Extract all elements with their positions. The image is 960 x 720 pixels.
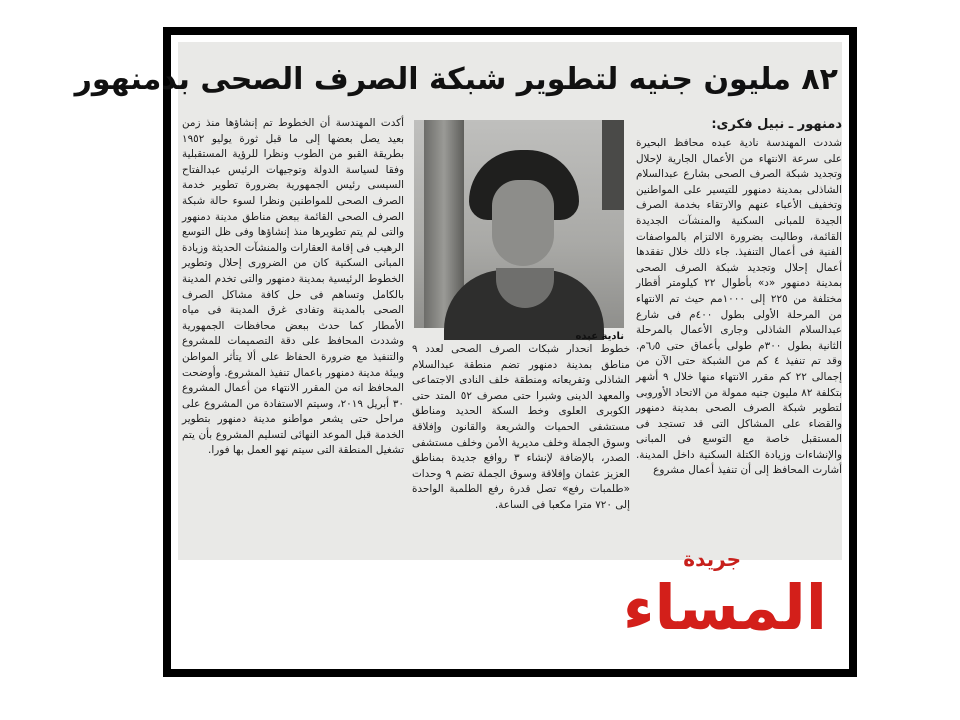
clipping-frame <box>74 27 857 677</box>
logo-small-text: جريدة <box>683 547 741 571</box>
article-byline: دمنهور ـ نبيل فكرى: <box>711 117 842 132</box>
article-text-left: أكدت المهندسة أن الخطوط تم إنشاؤها منذ زمن بعيد يصل بعضها إلى ما قبل ثورة يوليو ١٩٥٢ بطريقة القبو من الطوب ونظرا للرؤية المستقبلية وفقا لسياسة الدولة وتوجيهات الرئيس عبدالفتاح السيسى رئيس الجمهورية بضرورة تطوير خدمة الصرف الصحى للمواطنين ونظرا لسوء حالة شبكة الصرف الصحى القائمة ببعض مناطق مدينة دمنهور والتى لم يتم تطويرها منذ إنشاؤها وفى ظل التوسع الرهيب فى إقامة العقارات والمنشآت الحديثة وزيادة المبانى السكنية كان من الضرورى إحلال وتطوير الخطوط الرئيسية بمدينة دمنهور والتى تخدم المدينة بالكامل وتساهم فى حل كافة مشاكل الصرف الصحى بالمدينة وتفادى غرق المدينة فى مياه الأمطار كما حدث ببعض محافظات الجمهورية وشددت المحافظ على دقة التصميمات للمشروع والتنفيذ مع ضرورة الحفاظ على ألا يتأثر المواطن وبيئة مدينة دمنهور باعمال تنفيذ المشروع. وأوضحت المحافظ انه من المقرر الانتهاء من أعمال المشروع ٣٠ أبريل ٢٠١٩، وسيتم الاستفادة من المشروع على مراحل حتى يشعر مواطنو مدينة دمنهور بتطوير الخدمة قبل الموعد النهائى لتسليم المشروع بأن يتم تشغيل المنطقة التى سيتم نهو العمل بها فورا. <box>182 117 404 457</box>
article-headline: ٨٢ مليون جنيه لتطوير شبكة الصرف الصحى بدمنهور <box>74 62 838 97</box>
newspaper-clipping <box>74 42 843 560</box>
article-column-right <box>636 116 842 560</box>
article-column-left <box>182 116 404 560</box>
article-text-middle: خطوط انحدار شبكات الصرف الصحى لعدد ٩ مناطق بمدينة دمنهور تضم منطقة عبدالسلام الشاذلى وتفريعاته ومنطقة خلف النادى الاجتماعى والمعهد الدينى وشبرا حتى مصرف ٥٢ المتد حتى الكوبرى العلوى وخط السكة الحديد ومناطق مستشفى الحميات والشريعة والقانون وإفلاقة وسوق الجملة وخلف مديرية الأمن وخلف مستشفى الصدر، بالإضافة لإنشاء ٣ روافع جديدة بمناطق العزيز عثمان وإفلاقة وسوق الجملة تضم ٩ وحدات «طلمبات رفع» تصل قدرة رفع الطلمبة الواحدة إلى ٧٢٠ مترا مكعبا فى الساعة. <box>412 343 630 511</box>
article-column-middle <box>412 342 630 560</box>
newspaper-logo <box>601 547 831 655</box>
photo-caption: نادية عبده <box>575 331 624 342</box>
logo-big-text: المساء <box>622 571 827 644</box>
photo-face <box>492 180 554 266</box>
article-text-right: شددت المهندسة نادية عبده محافظ البحيرة على سرعة الانتهاء من الأعمال الجارية لإحلال وتجديد شبكة الصرف الصحى بشارع عبدالسلام الشاذلى بمدينة دمنهور للتيسير على المواطنين وتخفيف الأعباء عنهم والارتقاء بخدمة الصرف الجيدة للمبانى السكنية والمنشآت الجديدة القائمة، وطالبت بضرورة الالتزام بالمواصفات الفنية فى أعمال التنفيذ. جاء ذلك خلال تفقدها أعمال إحلال وتجديد شبكة الصرف الصحى بمدينة دمنهور «د» بأطوال ٢٢ كيلومتر أقطار مختلفة من ٢٢٥ إلى ١٠٠٠مم حيث تم الانتهاء من المرحلة الأولى بطول ٤٠٠م فى شارع عبدالسلام الشاذلى وجارى الأعمال بالمرحلة الثانية بطول ٣٠٠م طولى بأعماق حتى ٦٫٥م. وقد تم تنفيذ ٤ كم من الشبكة حتى الآن من إجمالى ٢٢ كم مقرر الانتهاء منها خلال ٩ أشهر بتكلفة ٨٢ مليون جنيه ممولة من الاتحاد الأوروبى لتطوير شبكة الصرف الصحى بمدينة دمنهور والقضاء على المشاكل التى قد تستجد فى المستقبل خاصة مع التوسع فى المبانى والإنشاءات وزيادة الكتلة السكنية داخل المدينة. أشارت المحافظ إلى أن تنفيذ أعمال مشروع <box>636 137 843 477</box>
background-shape <box>602 120 624 210</box>
governor-photo <box>414 120 624 328</box>
